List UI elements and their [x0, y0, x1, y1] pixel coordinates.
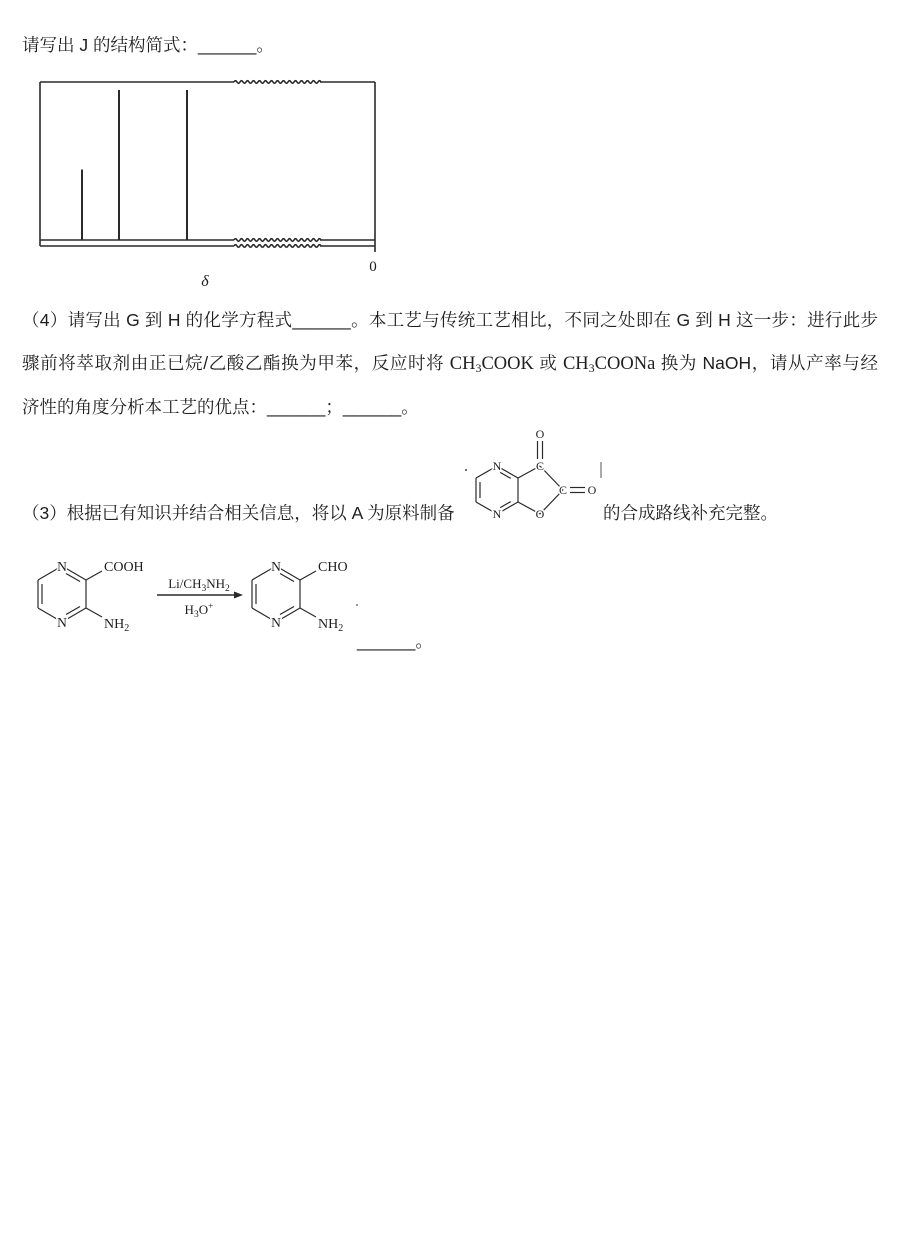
- atom-o-carbonyl-top: O: [535, 427, 545, 441]
- nmr-peaks: [82, 90, 187, 240]
- group-part: NH: [318, 617, 339, 632]
- reagent-part: Li/CH: [168, 576, 202, 591]
- reactant-atom-n-top: N: [57, 559, 67, 574]
- formula-ch3cook: [450, 354, 534, 374]
- reactant-group-cooh: COOH: [104, 560, 144, 575]
- formula-part: CH: [449, 354, 476, 374]
- reactant-atom-n-bottom: N: [57, 615, 67, 630]
- question-3-text-before: （3）根据已有知识并结合相关信息，将以 A 为原料制备: [22, 503, 455, 523]
- reactant-group-nh2: [104, 617, 129, 634]
- formula-part: COONa: [594, 354, 656, 374]
- atom-o-carbonyl-right: O: [587, 483, 597, 497]
- product-atom-n-top: N: [271, 559, 281, 574]
- question-4-line-3: 济性的角度分析本工艺的优点：______；______。: [22, 397, 419, 417]
- reagent-below: [185, 602, 214, 620]
- question-3-text-after: 的合成路线补充完整。: [603, 503, 778, 523]
- reagent-part: O: [198, 602, 209, 617]
- stray-dot: [465, 469, 467, 471]
- reagent-subscript: 3: [193, 610, 199, 620]
- bond: [86, 571, 102, 580]
- formula-subscript: 3: [475, 361, 482, 375]
- bond: [300, 608, 316, 617]
- formula-ch3coona: [563, 354, 655, 374]
- reagent-superscript: +: [208, 602, 214, 612]
- question-4-line-2: [22, 350, 878, 377]
- group-part: NH: [104, 617, 125, 632]
- nmr-baseline-lower-break: [234, 245, 321, 248]
- atom-n-top: N: [492, 459, 502, 473]
- atom-c-carbonyl-top: C: [535, 459, 545, 473]
- bond: [86, 608, 102, 617]
- product-bonds: [252, 566, 316, 622]
- group-subscript: 2: [124, 623, 130, 634]
- scheme-answer-blank: ______。: [357, 631, 433, 651]
- question-4-text-b: 或: [533, 353, 563, 373]
- reagent-part: H: [184, 602, 194, 617]
- nmr-axis-label: δ: [201, 273, 209, 290]
- reagent-subscript: 3: [201, 584, 207, 594]
- question-4-line-1: （4）请写出 G 到 H 的化学方程式______。本工艺与传统工艺相比，不同之处即在 G 到 H 这一步：进行此步: [22, 310, 878, 330]
- atom-n-bottom: N: [492, 507, 502, 521]
- product-group-cho: CHO: [318, 560, 348, 575]
- question-4-text-a: 骤前将萃取剂由正已烷/乙酸乙酯换为甲苯，反应时将: [22, 353, 450, 373]
- target-bonds: [476, 441, 585, 514]
- nmr-frame-top-break: [234, 81, 321, 84]
- formula-subscript: 3: [588, 361, 595, 375]
- reaction-arrow: [157, 592, 243, 599]
- nmr-zero-label: 0: [369, 259, 377, 275]
- question-4-text-c: 换为 NaOH，请从产率与经: [655, 353, 878, 373]
- nmr-spectrum: [30, 75, 390, 290]
- nmr-frame: [40, 81, 375, 252]
- bond: [300, 571, 316, 580]
- atom-c-carbonyl-right: C: [558, 483, 568, 497]
- arrow-head: [234, 592, 243, 599]
- target-structure: [460, 418, 605, 533]
- nmr-baseline-upper-break: [234, 239, 321, 242]
- formula-part: CH: [562, 354, 589, 374]
- formula-part: COOK: [481, 354, 534, 374]
- reagent-part: NH: [206, 576, 226, 591]
- reagent-subscript: 2: [225, 584, 230, 594]
- atom-o-ring: O: [535, 507, 545, 521]
- question-j-structure: 请写出 J 的结构简式：______。: [22, 35, 274, 55]
- reactant-bonds: [38, 566, 102, 622]
- stray-dot: [356, 604, 358, 606]
- reagent-above: [168, 576, 230, 594]
- group-subscript: 2: [338, 623, 344, 634]
- product-group-nh2: [318, 617, 343, 634]
- product-atom-n-bottom: N: [271, 615, 281, 630]
